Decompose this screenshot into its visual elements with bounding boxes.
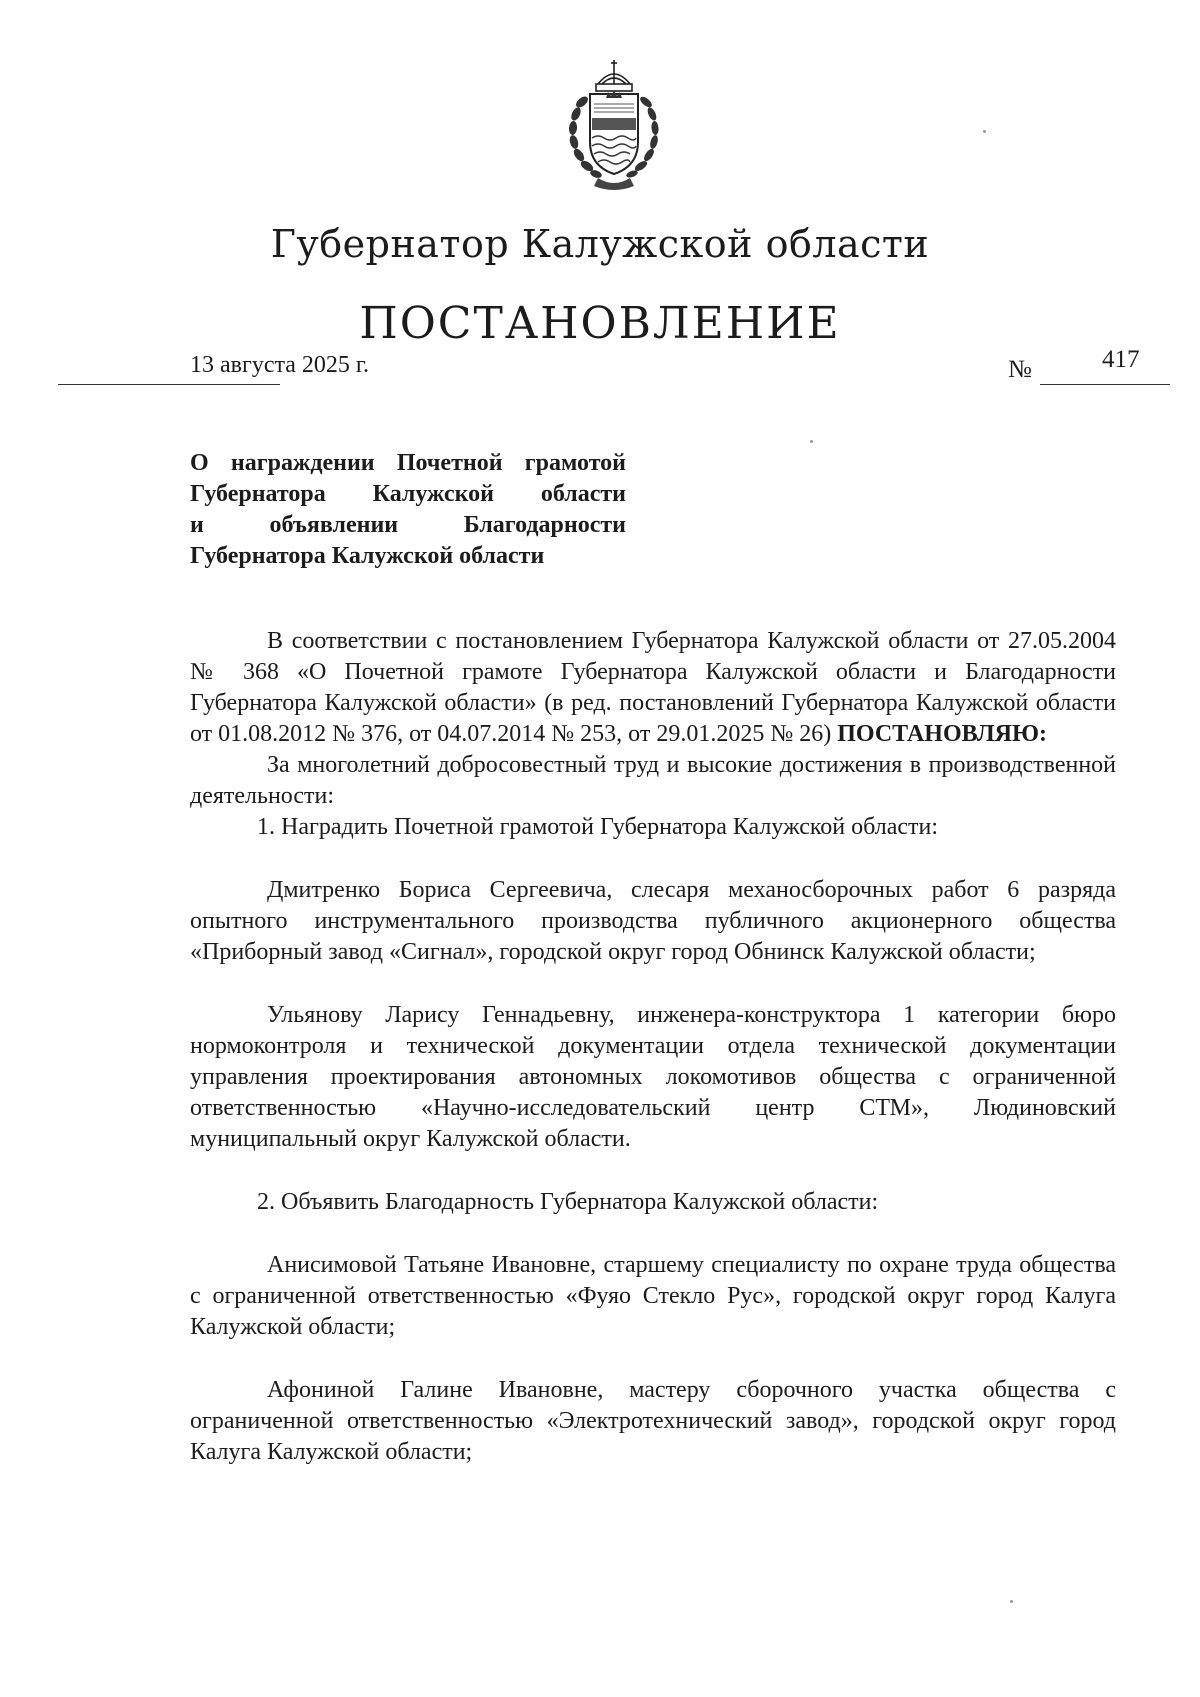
document-date: 13 августа 2025 г. bbox=[190, 352, 370, 378]
document-body bbox=[190, 626, 1116, 1468]
number-label: № bbox=[1008, 356, 1032, 383]
scan-speck bbox=[810, 440, 813, 443]
item2-heading: 2. Объявить Благодарность Губернатора Калужской области: bbox=[257, 1189, 879, 1215]
title-line: О награждении Почетной грамотой bbox=[190, 450, 626, 476]
preamble-paragraph bbox=[190, 626, 1116, 750]
title-line: Губернатора Калужской области bbox=[190, 543, 545, 569]
title-line: и объявлении Благодарности bbox=[190, 512, 626, 538]
gratitude-person-1: Анисимовой Татьяне Ивановне, старшему специалисту по охране труда общества с ограниченной ответственностью «Фуяо Стекло Рус», городской округ город Калуга Калужской области; bbox=[190, 1252, 1116, 1340]
gratitude-person-2: Афониной Галине Ивановне, мастеру сборочного участка общества с ограниченной ответственностью «Электротехнический завод», городской округ город Калуга Калужской области; bbox=[190, 1377, 1116, 1465]
document-number: 417 bbox=[1102, 346, 1140, 373]
resolve-word: ПОСТАНОВЛЯЮ: bbox=[837, 721, 1047, 747]
scan-speck bbox=[1010, 1600, 1013, 1603]
scan-speck bbox=[983, 130, 986, 133]
item1-heading: 1. Наградить Почетной грамотой Губернатора Калужской области: bbox=[257, 814, 939, 840]
issuing-authority: Губернатор Калужской области bbox=[270, 222, 930, 266]
document-type-heading: ПОСТАНОВЛЕНИЕ bbox=[359, 298, 841, 349]
title-line: Губернатора Калужской области bbox=[190, 481, 626, 507]
award-person-1: Дмитренко Бориса Сергеевича, слесаря механосборочных работ 6 разряда опытного инструментального производства публичного акционерного общества «Приборный завод «Сигнал», городской округ город Обнинск Калужской области; bbox=[190, 877, 1116, 965]
coat-of-arms-icon bbox=[558, 58, 670, 192]
reason-paragraph: За многолетний добросовестный труд и высокие достижения в производственной деятельности: bbox=[190, 752, 1116, 809]
number-underline bbox=[1040, 384, 1170, 385]
award-person-2: Ульянову Ларису Геннадьевну, инженера-конструктора 1 категории бюро нормоконтроля и технической документации отдела технической документации управления проектирования автономных локомотивов общества с ограниченной ответственностью «Научно-исследовательский центр СТМ», Людиновский муниципальный округ Калужской области. bbox=[190, 1002, 1116, 1152]
date-underline bbox=[58, 384, 280, 385]
preamble-text: В соответствии с постановлением Губернатора Калужской области от 27.05.2004 № 368 «О Почетной грамоте Губернатора Калужской области и Благодарности Губернатора Калужской области» (в ред. постановлений Губернатора Калужской области от 01.08.2012 № 376, от 04.07.2014 № 253, от 29.01.2025 № 26) bbox=[190, 628, 1116, 747]
document-title bbox=[190, 448, 626, 572]
